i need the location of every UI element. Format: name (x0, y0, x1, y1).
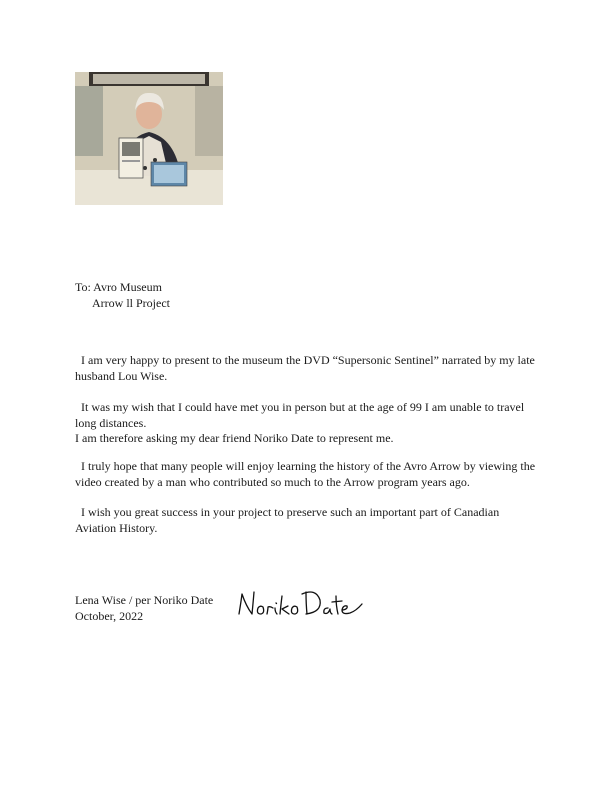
project-line: Arrow ll Project (92, 296, 170, 310)
paragraph-4: I truly hope that many people will enjoy learning the history of the Avro Arrow by viewing the video created by a man who contributed so much to the Arrow program years ago. (75, 459, 536, 489)
signoff-name: Lena Wise / per Noriko Date (75, 593, 214, 607)
signoff-block (75, 592, 213, 624)
recipient-line: To: Avro Museum (75, 280, 162, 294)
handwritten-signature (236, 584, 364, 624)
letter-photo (75, 72, 223, 205)
paragraph-2: It was my wish that I could have met you in person but at the age of 99 I am unable to travel long distances. (75, 400, 525, 430)
paragraph-3: I am therefore asking my dear friend Noriko Date to represent me. (75, 431, 394, 445)
paragraph-5: I wish you great success in your project to preserve such an important part of Canadian Aviation History. (75, 505, 500, 535)
signoff-date: October, 2022 (75, 609, 144, 623)
paragraph-1: I am very happy to present to the museum the DVD “Supersonic Sentinel” narrated by my late husband Lou Wise. (75, 353, 535, 383)
recipient-address (75, 279, 170, 311)
